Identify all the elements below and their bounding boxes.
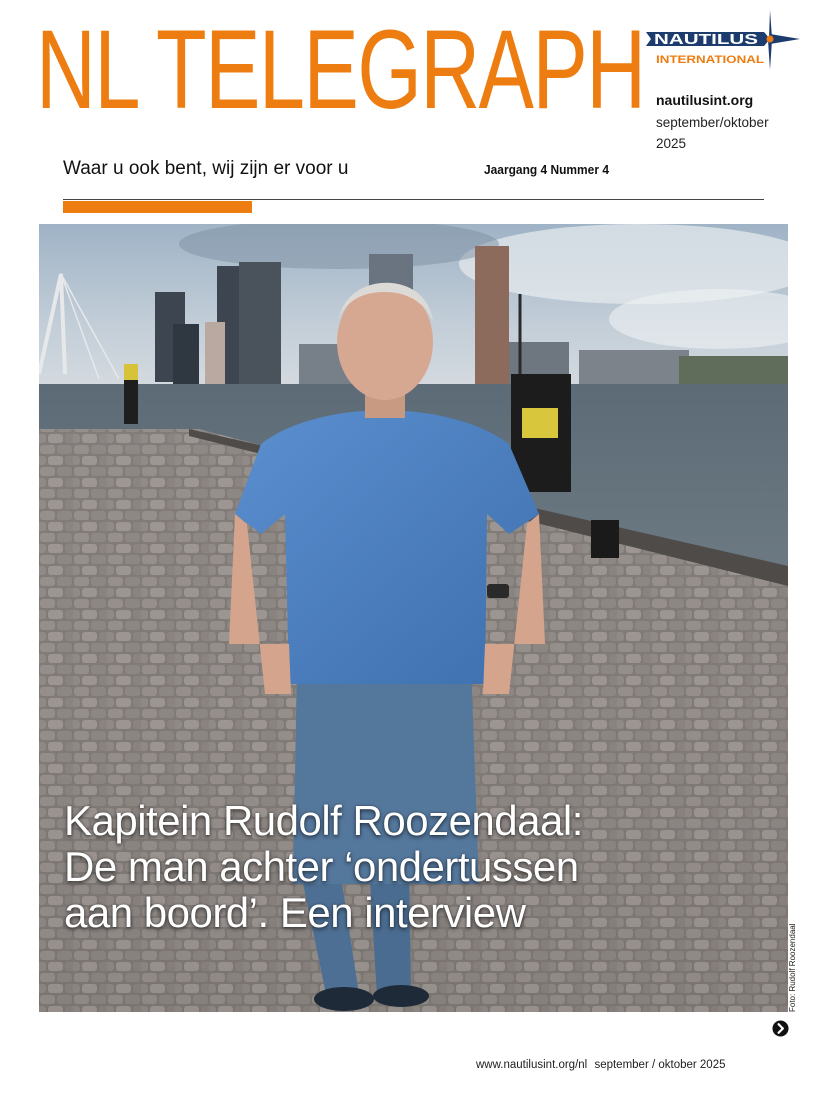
accent-bar [63,201,252,213]
tagline: Waar u ook bent, wij zijn er voor u [63,158,349,179]
footer-date: september / oktober 2025 [594,1059,726,1071]
footer [476,1059,726,1071]
site-url[interactable]: nautilusint.org [656,92,754,108]
masthead-title: NL TELEGRAPH [36,7,645,132]
next-arrow-icon[interactable] [772,1020,789,1037]
footer-url[interactable]: www.nautilusint.org/nl [476,1059,588,1071]
headline-line: aan boord’. Een interview [64,889,526,936]
photo-credit: Foto: Rudolf Roozendaal [788,923,797,1012]
nautilus-logo [642,8,802,72]
compass-star-icon [767,10,801,70]
logo-subtitle: INTERNATIONAL [656,54,765,66]
logo-name: NAUTILUS [654,31,758,48]
headline-line: De man achter ‘ondertussen [64,843,579,890]
header-rule [63,199,764,200]
headline-line: Kapitein Rudolf Roozendaal: [64,797,583,844]
issue-date: september/oktober 2025 [656,115,769,151]
volume-number: Jaargang 4 Nummer 4 [484,162,609,177]
cover-headline [64,798,684,936]
